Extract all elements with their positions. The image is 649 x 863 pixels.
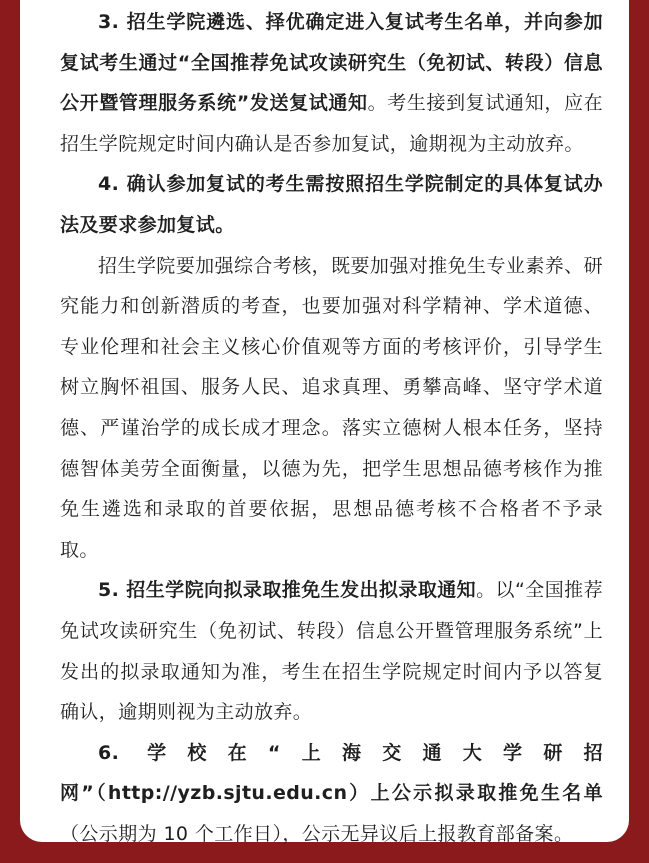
paragraph-step-5 [60,570,603,732]
paragraph-step-3 [60,2,603,164]
content-card [20,0,629,845]
paragraph-step-4-bold: 4. 确认参加复试的考生需按照招生学院制定的具体复试办法及要求参加复试。 [60,173,603,236]
paragraph-step-5-bold: 5. 招生学院向拟录取推免生发出拟录取通知 [98,579,477,602]
paragraph-step-6-text: （公示期为 10 个工作日），公示无异议后上报教育部备案。 [60,822,574,845]
paragraph-assessment-text: 招生学院要加强综合考核，既要加强对推免生专业素养、研究能力和创新潜质的考查，也要加强对科学精神、学术道德、专业伦理和社会主义核心价值观等方面的考核评价，引导学生树立胸怀祖国、服务人民、追求真理、勇攀高峰、坚守学术道德、严谨治学的成长成才理念。落实立德树人根本任务，坚持德智体美劳全面衡量，以德为先，把学生思想品德考核作为推免生遴选和录取的首要依据，思想品德考核不合格者不予录取。 [60,254,603,561]
paragraph-step-3-text: 。考生接到复试通知，应在招生学院规定时间内确认是否参加复试，逾期视为主动放弃。 [60,92,603,155]
paragraph-step-6-bold: 6. 学校在“上海交通大学研招网”（http://yzb.sjtu.edu.cn）上公示拟录取推免生名单 [60,741,603,805]
paragraph-step-3-bold: 3. 招生学院遴选、择优确定进入复试考生名单，并向参加复试考生通过“全国推荐免试攻读研究生（免初试、转段）信息公开暨管理服务系统”发送复试通知 [60,11,603,115]
paragraph-assessment [60,246,603,571]
paragraph-step-6 [60,733,603,855]
paragraph-step-4 [60,164,603,245]
paragraph-step-5-text: 。以“全国推荐免试攻读研究生（免初试、转段）信息公开暨管理服务系统”上发出的拟录取通知为准，考生在招生学院规定时间内予以答复确认，逾期则视为主动放弃。 [60,579,603,724]
